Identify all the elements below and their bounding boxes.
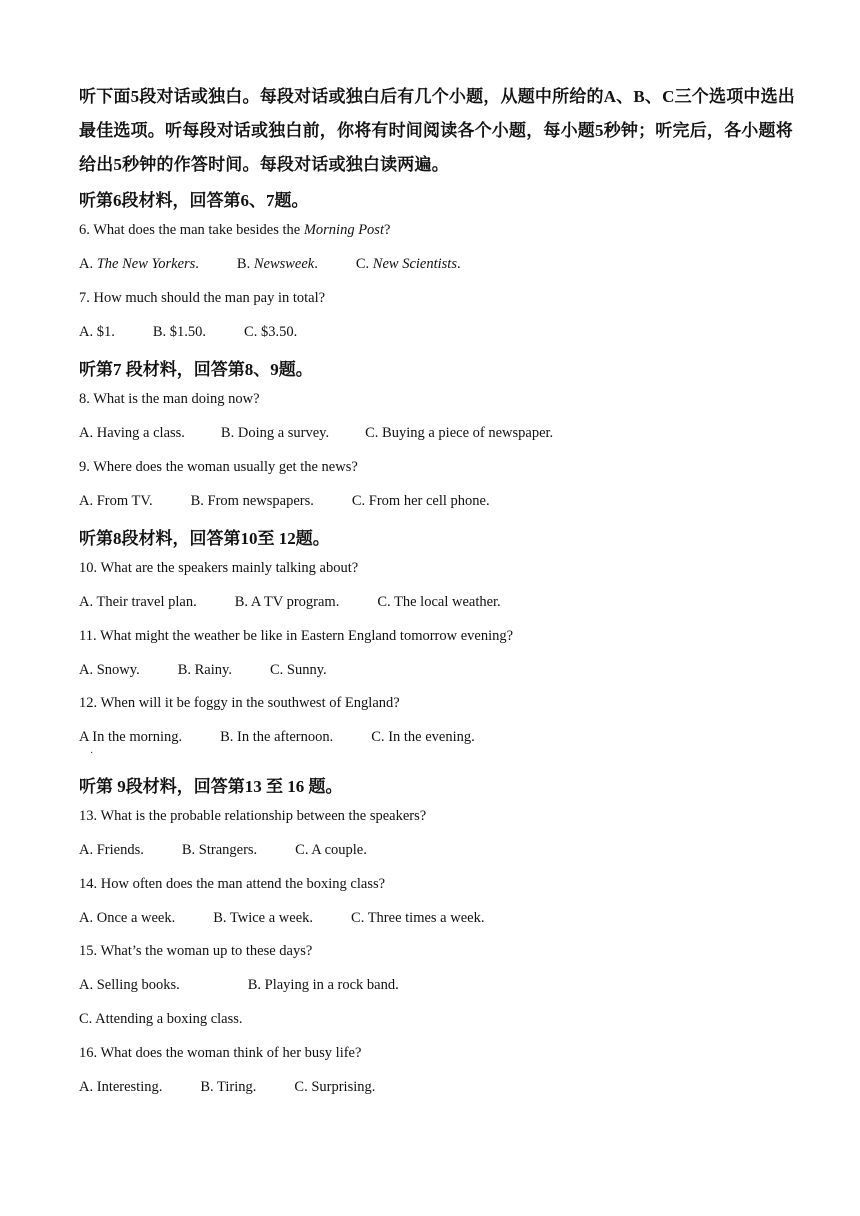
option-text: A TV program.: [250, 594, 340, 610]
option-letter: B.: [152, 324, 170, 340]
option-text: Strangers.: [198, 842, 258, 858]
option-letter: B.: [177, 662, 195, 678]
option-text: A couple.: [311, 842, 367, 858]
option-choice[interactable]: [356, 256, 461, 273]
option-choice[interactable]: [352, 493, 490, 510]
question-italic-title: Morning Post: [303, 222, 384, 238]
option-text: Snowy.: [96, 662, 140, 678]
option-choice[interactable]: [365, 425, 553, 442]
option-choice[interactable]: [79, 729, 182, 746]
option-letter: A.: [79, 1079, 97, 1095]
question-stem: [79, 222, 390, 239]
option-text: In the morning.: [92, 729, 183, 745]
option-end: .: [195, 256, 199, 272]
question-text: 8. What is the man doing now?: [79, 391, 260, 407]
option-letter: A.: [79, 910, 97, 926]
section-heading: 听第8段材料，回答第10至 12题。: [79, 529, 330, 548]
option-choice[interactable]: [270, 662, 327, 679]
option-text: Their travel plan.: [96, 594, 197, 610]
option-choice[interactable]: [220, 729, 333, 746]
option-letter: A.: [79, 493, 97, 509]
option-text: From TV.: [96, 493, 153, 509]
option-choice[interactable]: [79, 662, 140, 679]
option-letter: B.: [236, 256, 254, 272]
option-choice[interactable]: [237, 256, 318, 273]
option-text: New Scientists: [372, 256, 457, 272]
question-text: 12. When will it be foggy in the southwest of England?: [79, 695, 400, 711]
option-text: The New Yorkers: [96, 256, 196, 272]
section-heading: 听第6段材料，回答第6、7题。: [79, 191, 309, 210]
question-stem: [79, 459, 358, 476]
option-text: $3.50.: [260, 324, 298, 340]
answer-options: [79, 910, 484, 927]
section-heading: 听第 9段材料，回答第13 至 16 题。: [79, 777, 343, 796]
option-letter: B.: [220, 729, 238, 745]
option-text: The local weather.: [394, 594, 501, 610]
question-stem: [79, 290, 325, 307]
option-choice[interactable]: [351, 910, 484, 927]
option-letter: A.: [79, 324, 97, 340]
question-stem: [79, 808, 426, 825]
answer-options: [79, 256, 461, 273]
option-choice[interactable]: [371, 729, 475, 746]
option-choice[interactable]: [200, 1079, 256, 1096]
question-stem: [79, 1045, 361, 1062]
option-letter: C.: [294, 1079, 312, 1095]
option-choice[interactable]: [294, 1079, 375, 1096]
answer-options: [79, 977, 399, 994]
option-text: $1.: [96, 324, 115, 340]
option-letter: B.: [190, 493, 208, 509]
instructions: 听下面5段对话或独白。每段对话或独白后有几个小题，从题中所给的A、B、C三个选项中选出最佳选项。听每段对话或独白前，你将有时间阅读各个小题，每小题5秒钟；听完后，各小题将给出5秒钟的作答时间。每段对话或独白读两遍。: [79, 87, 795, 174]
question-stem: [79, 628, 513, 645]
option-text: Three times a week.: [367, 910, 485, 926]
option-letter: A.: [79, 256, 97, 272]
option-choice[interactable]: [79, 1079, 162, 1096]
option-text: From newspapers.: [207, 493, 314, 509]
option-letter: B.: [220, 425, 238, 441]
option-choice[interactable]: [377, 594, 500, 611]
question-text: 14. How often does the man attend the boxing class?: [79, 876, 386, 892]
answer-options: [79, 662, 327, 679]
option-end: .: [456, 256, 461, 272]
option-letter: A.: [79, 594, 97, 610]
option-letter: B.: [200, 1079, 218, 1095]
question-text: 6. What does the man take besides the: [79, 222, 304, 238]
option-choice[interactable]: [295, 842, 367, 859]
answer-options: [79, 493, 490, 510]
option-letter: C.: [351, 493, 369, 509]
question-stem: [79, 695, 400, 712]
answer-options: [79, 594, 501, 611]
option-choice[interactable]: [191, 493, 314, 510]
question-text: 7. How much should the man pay in total?: [79, 290, 326, 306]
option-choice[interactable]: [153, 324, 206, 341]
question-text: 10. What are the speakers mainly talking about?: [79, 560, 359, 576]
option-text: Sunny.: [286, 662, 327, 678]
option-text: Friends.: [96, 842, 144, 858]
option-letter: A.: [79, 662, 97, 678]
option-letter: C.: [355, 256, 373, 272]
stray-mark: ·: [90, 748, 94, 759]
answer-options: [79, 729, 475, 746]
option-text: $1.50.: [169, 324, 207, 340]
option-text: From her cell phone.: [368, 493, 490, 509]
option-text: Surprising.: [311, 1079, 376, 1095]
option-letter: B.: [213, 910, 230, 926]
option-letter: B.: [247, 977, 265, 993]
question-text: 13. What is the probable relationship between the speakers?: [79, 808, 427, 824]
question-stem: [79, 943, 312, 960]
option-text: Tiring.: [217, 1079, 257, 1095]
option-letter: C.: [269, 662, 287, 678]
option-letter: A: [79, 729, 93, 745]
option-text: Rainy.: [194, 662, 232, 678]
option-text: Newsweek: [253, 256, 315, 272]
option-choice[interactable]: [178, 662, 232, 679]
option-text: Playing in a rock band.: [264, 977, 399, 993]
question-stem: [79, 876, 385, 893]
option-text: In the evening.: [388, 729, 475, 745]
option-choice[interactable]: [79, 910, 175, 927]
answer-options: [79, 1079, 375, 1096]
option-letter: A.: [79, 425, 97, 441]
option-letter: C.: [365, 425, 383, 441]
option-letter: C.: [244, 324, 261, 340]
option-text: Having a class.: [96, 425, 185, 441]
option-choice[interactable]: [248, 977, 399, 994]
option-text: Interesting.: [96, 1079, 163, 1095]
option-choice[interactable]: [79, 256, 199, 273]
question-text: 11. What might the weather be like in Eastern England tomorrow evening?: [79, 628, 514, 644]
option-letter: C.: [377, 594, 394, 610]
question-stem: [79, 560, 358, 577]
option-text: Doing a survey.: [237, 425, 330, 441]
option-text: In the afternoon.: [237, 729, 334, 745]
option-choice[interactable]: [182, 842, 257, 859]
option-choice[interactable]: [213, 910, 313, 927]
answer-options: [79, 324, 297, 341]
option-choice[interactable]: [79, 842, 144, 859]
option-letter: C.: [351, 910, 368, 926]
option-text: Once a week.: [96, 910, 176, 926]
option-choice[interactable]: [244, 324, 297, 341]
option-letter: B.: [234, 594, 251, 610]
option-letter: A.: [79, 977, 97, 993]
option-letter: C.: [371, 729, 389, 745]
question-text: 16. What does the woman think of her busy life?: [79, 1045, 362, 1061]
option-text: Buying a piece of newspaper.: [382, 425, 554, 441]
option-end: .: [314, 256, 318, 272]
option-choice[interactable]: [221, 425, 329, 442]
question-text: 9. Where does the woman usually get the news?: [79, 459, 358, 475]
question-text: 15. What’s the woman up to these days?: [79, 943, 313, 959]
option-choice[interactable]: [79, 324, 115, 341]
option-text: Selling books.: [96, 977, 180, 993]
option-choice[interactable]: [79, 493, 153, 510]
option-text: Twice a week.: [229, 910, 314, 926]
option-choice[interactable]: [79, 425, 185, 442]
section-heading: 听第7 段材料，回答第8、9题。: [79, 360, 313, 379]
option-letter: A.: [79, 842, 97, 858]
option-choice[interactable]: [235, 594, 340, 611]
option-choice[interactable]: [79, 594, 197, 611]
answer-options: [79, 842, 367, 859]
option-letter: B.: [181, 842, 199, 858]
answer-options: [79, 425, 589, 442]
option-letter: C.: [295, 842, 312, 858]
question-stem: [79, 391, 260, 408]
option-choice[interactable]: [79, 977, 180, 994]
question-suffix: ?: [383, 222, 391, 238]
option-choice[interactable]: C. Attending a boxing class.: [79, 1011, 243, 1027]
